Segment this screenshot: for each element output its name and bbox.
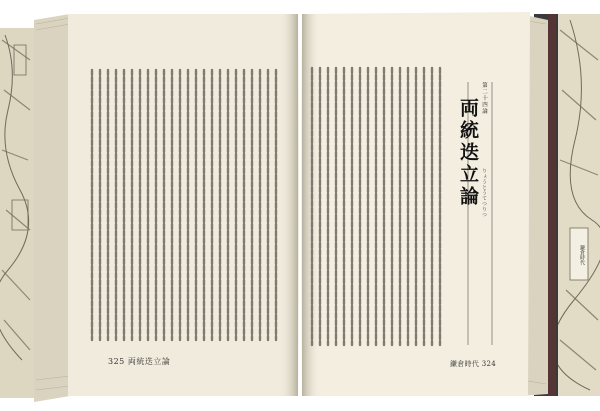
right-folio [450, 359, 496, 369]
right-cover [552, 14, 600, 396]
right-page-number: 324 [481, 360, 496, 368]
side-tab-label: 鎌倉時代 [579, 245, 585, 265]
left-folio [108, 356, 170, 367]
left-running-head: 両統迭立論 [127, 357, 171, 366]
right-running-head: 鎌倉時代 [450, 360, 480, 368]
left-page-number: 325 [108, 357, 125, 366]
page-stack-left [34, 14, 70, 402]
chapter-title: 両統迭立論 [457, 98, 479, 208]
left-cover [0, 28, 34, 398]
chapter-ruby: りょうとうてつりつ [481, 168, 487, 218]
chapter-tag: 第二十四論 [481, 82, 487, 115]
